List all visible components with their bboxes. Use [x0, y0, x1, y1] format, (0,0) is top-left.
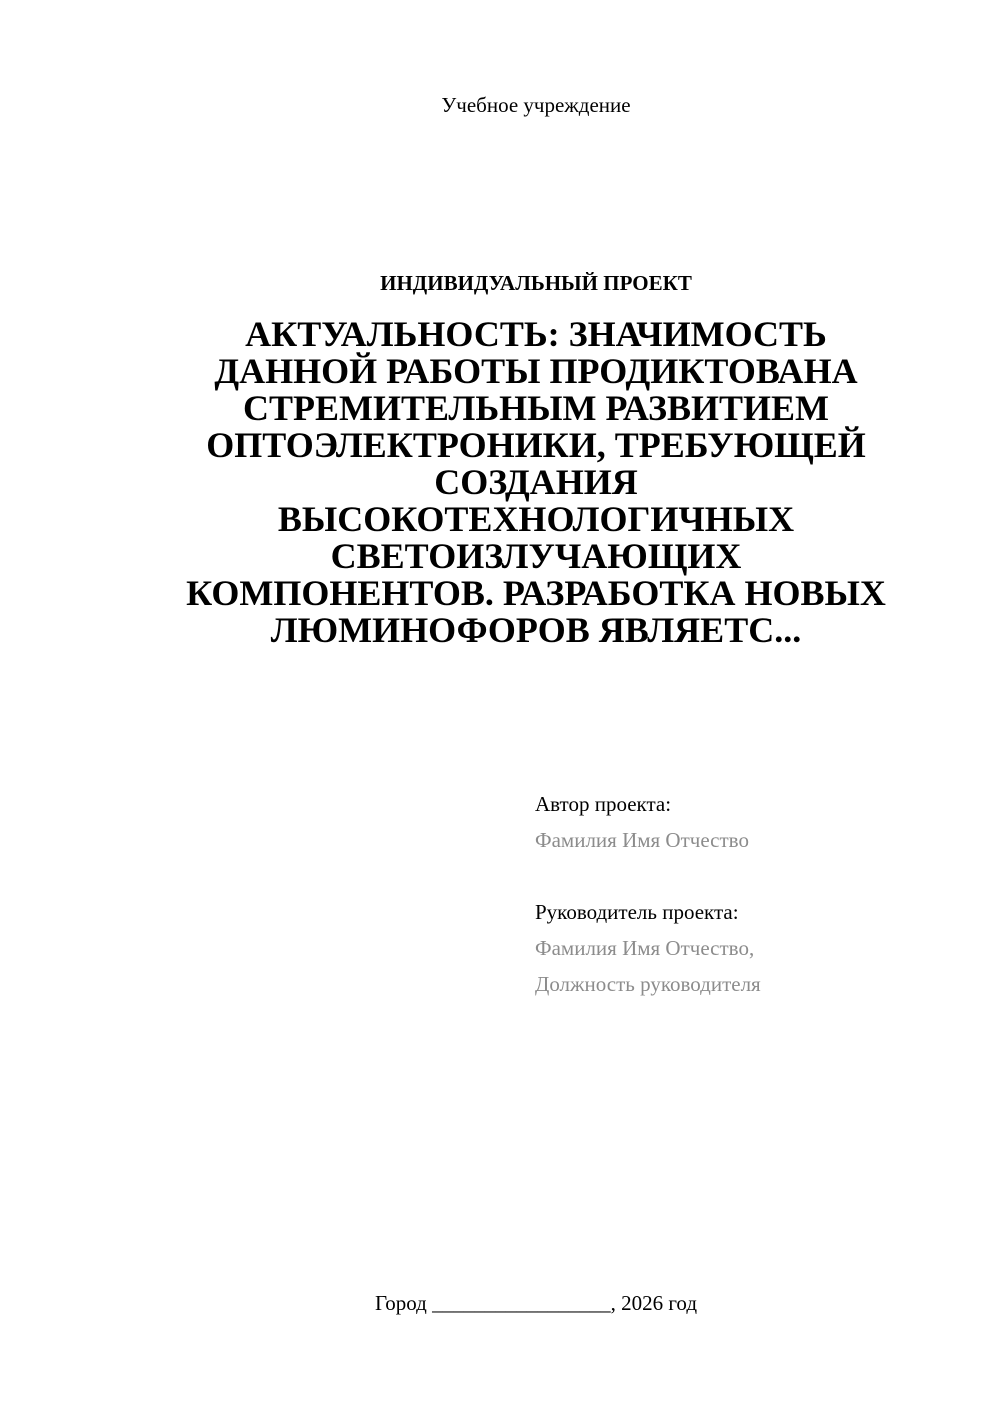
project-title-line: СТРЕМИТЕЛЬНЫМ РАЗВИТИЕМ [242, 388, 829, 428]
project-title-line: КОМПОНЕНТОВ. РАЗРАБОТКА НОВЫХ [186, 573, 886, 613]
document-type-label: ИНДИВИДУАЛЬНЫЙ ПРОЕКТ [380, 271, 692, 295]
author-label: Автор проекта: [535, 792, 672, 816]
project-title-line: ДАННОЙ РАБОТЫ ПРОДИКТОВАНА [214, 351, 858, 391]
supervisor-label: Руководитель проекта: [535, 900, 739, 924]
supervisor-block [535, 894, 975, 1002]
project-title-line: ОПТОЭЛЕКТРОНИКИ, ТРЕБУЮЩЕЙ [206, 425, 866, 465]
institution-name: Учебное учреждение [441, 93, 631, 117]
project-title [140, 316, 932, 649]
project-title-line: СВЕТОИЗЛУЧАЮЩИХ [330, 536, 742, 576]
project-title-line: АКТУАЛЬНОСТЬ: ЗНАЧИМОСТЬ [245, 314, 827, 354]
project-title-line: ЛЮМИНОФОРОВ ЯВЛЯЕТС... [270, 610, 802, 650]
project-title-line: СОЗДАНИЯ [434, 462, 638, 502]
project-title-line: ВЫСОКОТЕХНОЛОГИЧНЫХ [277, 499, 795, 539]
author-name: Фамилия Имя Отчество [535, 828, 749, 852]
supervisor-name: Фамилия Имя Отчество, [535, 936, 755, 960]
supervisor-position: Должность руководителя [535, 972, 761, 996]
author-block [535, 786, 975, 858]
city-year-line: Город _________________, 2026 год [374, 1291, 698, 1315]
